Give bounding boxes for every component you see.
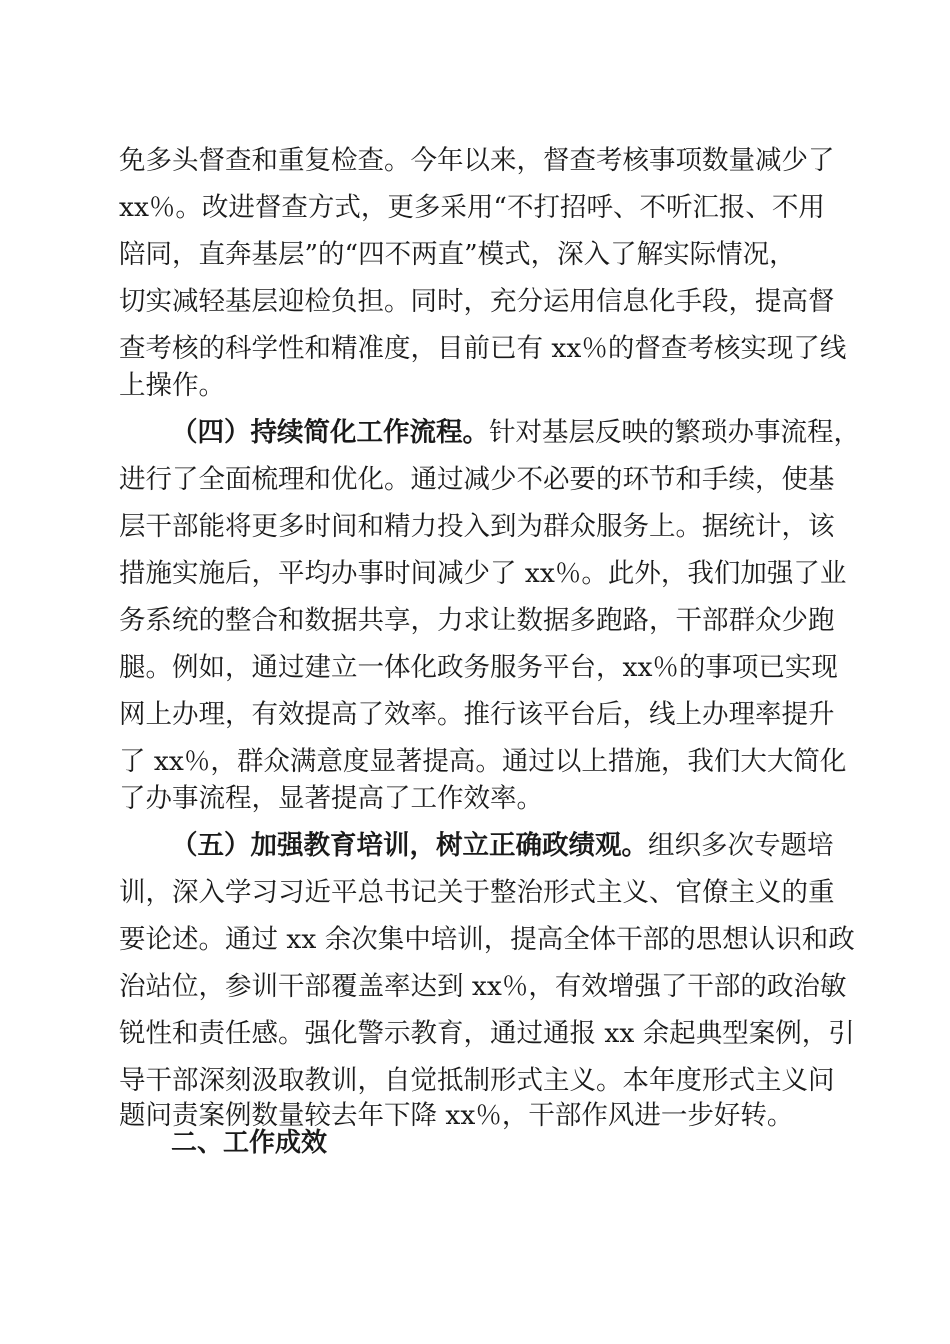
text-line: 切实减轻基层迎检负担。同时，充分运用信息化手段，提高督 <box>119 286 835 317</box>
text-line: xx％。改进督查方式，更多采用“不打招呼、不听汇报、不用 <box>119 192 825 223</box>
text-line: 网上办理，有效提高了效率。推行该平台后，线上办理率提升 <box>119 699 835 730</box>
text-line: 了 xx％，群众满意度显著提高。通过以上措施，我们大大简化 <box>119 746 847 777</box>
paragraph-first-line <box>171 831 834 861</box>
text-line: 了办事流程，显著提高了工作效率。 <box>119 783 543 814</box>
paragraph-lead-rest: 组织多次专题培 <box>648 830 834 861</box>
text-line: 查考核的科学性和精准度，目前已有 xx％的督查考核实现了线 <box>119 333 847 364</box>
section-heading: 二、工作成效 <box>171 1128 328 1158</box>
text-line: 上操作。 <box>119 370 225 401</box>
text-line: 题问责案例数量较去年下降 xx％，干部作风进一步好转。 <box>119 1100 794 1131</box>
paragraph-lead-heading: （四）持续简化工作流程。 <box>171 417 489 448</box>
text-line: 训，深入学习习近平总书记关于整治形式主义、官僚主义的重 <box>119 877 835 908</box>
text-line: 导干部深刻汲取教训，自觉抵制形式主义。本年度形式主义问 <box>119 1065 835 1096</box>
text-line: 锐性和责任感。强化警示教育，通过通报 xx 余起典型案例，引 <box>119 1018 855 1049</box>
paragraph-first-line <box>171 418 860 448</box>
text-line: 免多头督查和重复检查。今年以来，督查考核事项数量减少了 <box>119 145 835 176</box>
paragraph-lead-rest: 针对基层反映的繁琐办事流程， <box>489 417 860 448</box>
text-line: 层干部能将更多时间和精力投入到为群众服务上。据统计，该 <box>119 511 835 542</box>
text-line: 腿。例如，通过建立一体化政务服务平台，xx％的事项已实现 <box>119 652 838 683</box>
text-line: 进行了全面梳理和优化。通过减少不必要的环节和手续，使基 <box>119 464 835 495</box>
paragraph-lead-heading: （五）加强教育培训，树立正确政绩观。 <box>171 830 648 861</box>
text-line: 陪同，直奔基层”的“四不两直”模式，深入了解实际情况， <box>119 239 796 270</box>
text-line: 务系统的整合和数据共享，力求让数据多跑路，干部群众少跑 <box>119 605 835 636</box>
text-line: 要论述。通过 xx 余次集中培训，提高全体干部的思想认识和政 <box>119 924 855 955</box>
text-line: 治站位，参训干部覆盖率达到 xx％，有效增强了干部的政治敏 <box>119 971 847 1002</box>
text-line: 措施实施后，平均办事时间减少了 xx％。此外，我们加强了业 <box>119 558 847 589</box>
